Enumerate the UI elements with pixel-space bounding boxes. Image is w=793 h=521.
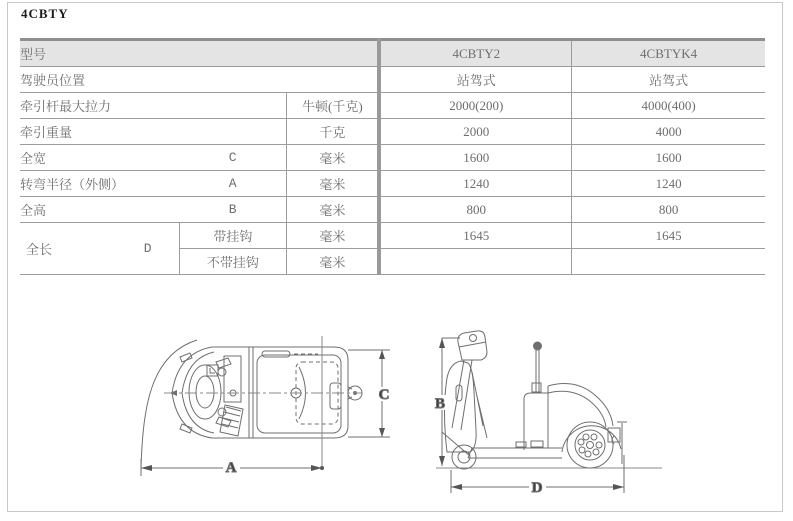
without-hook-unit: 毫米	[287, 249, 380, 275]
max-drawbar-pull-value1: 2000(200)	[379, 93, 571, 119]
overall-length-label: 全长	[26, 242, 53, 257]
dimension-a	[141, 459, 324, 476]
header-model-label: 型号	[20, 40, 379, 67]
page-title: 4CBTY	[21, 6, 69, 21]
towing-weight-value1: 2000	[379, 119, 571, 145]
top-view-drawing	[141, 336, 390, 476]
turning-radius-letter: A	[179, 171, 287, 197]
overall-height-value2: 800	[572, 197, 765, 223]
turning-radius-value1: 1240	[379, 171, 571, 197]
without-hook-label: 不带挂钩	[179, 249, 287, 275]
battery-box	[224, 356, 241, 402]
towing-weight-label: 牵引重量	[20, 119, 287, 145]
with-hook-value2: 1645	[572, 223, 765, 249]
rear-wheel	[567, 422, 613, 468]
header-model1: 4CBTY2	[379, 40, 571, 67]
tiller-head	[458, 331, 487, 360]
driver-position-value2: 站驾式	[572, 67, 765, 93]
dim-label-a: A	[225, 460, 237, 476]
driver-position-label: 驾驶员位置	[20, 67, 379, 93]
side-view-drawing	[433, 331, 662, 496]
overall-width-label: 全宽	[20, 145, 179, 171]
max-drawbar-pull-label: 牵引杆最大拉力	[20, 93, 287, 119]
turning-radius-unit: 毫米	[287, 171, 380, 197]
overall-height-unit: 毫米	[287, 197, 380, 223]
overall-width-value1: 1600	[379, 145, 571, 171]
with-hook-label: 带挂钩	[179, 223, 287, 249]
driver-position-value1: 站驾式	[379, 67, 571, 93]
max-drawbar-pull-value2: 4000(400)	[572, 93, 765, 119]
overall-width-letter: C	[179, 145, 287, 171]
header-model2: 4CBTYK4	[572, 40, 765, 67]
control-pole	[536, 350, 539, 392]
overall-width-value2: 1600	[572, 145, 765, 171]
dim-label-d: D	[531, 480, 543, 496]
towing-weight-unit: 千克	[287, 119, 380, 145]
with-hook-value1: 1645	[379, 223, 571, 249]
overall-height-label: 全高	[20, 197, 179, 223]
towing-weight-value2: 4000	[572, 119, 765, 145]
overall-height-letter: B	[179, 197, 287, 223]
dim-label-c: C	[378, 387, 390, 403]
overall-height-value1: 800	[379, 197, 571, 223]
max-drawbar-pull-unit: 牛顿(千克)	[287, 93, 380, 119]
dimension-d	[451, 455, 624, 496]
with-hook-unit: 毫米	[287, 223, 380, 249]
dim-label-b: B	[434, 396, 446, 412]
front-wheel	[452, 445, 476, 469]
overall-width-unit: 毫米	[287, 145, 380, 171]
overall-length-letter: D	[143, 241, 152, 256]
turning-radius-value2: 1240	[572, 171, 765, 197]
turning-radius-label: 转弯半径（外侧）	[20, 171, 179, 197]
